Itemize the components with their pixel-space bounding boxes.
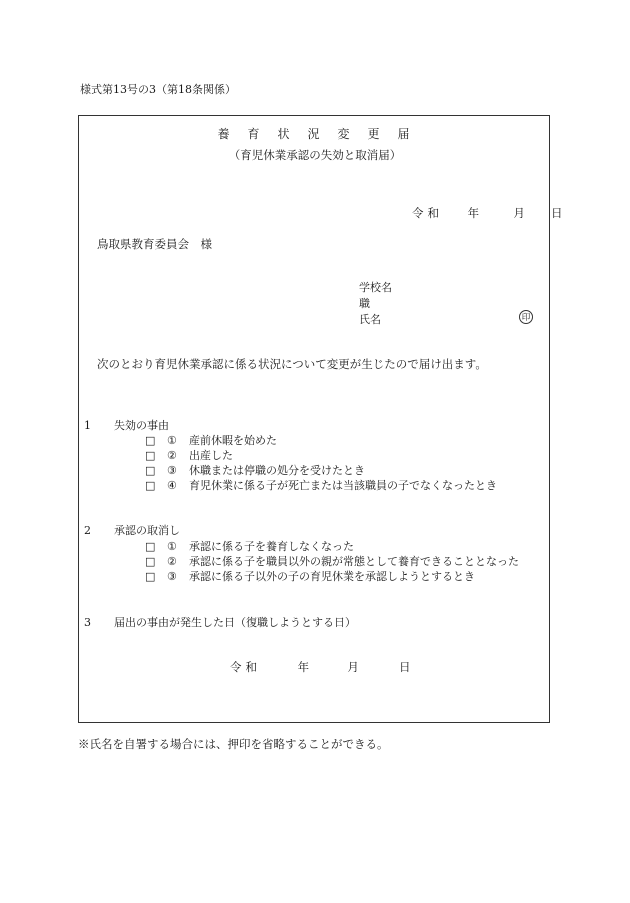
- date-era: 令和: [412, 206, 443, 220]
- option-mark: ②: [167, 555, 177, 568]
- name-label: 氏名: [359, 313, 381, 326]
- section-1-option-4[interactable]: [145, 477, 497, 493]
- option-text: 出産した: [189, 449, 233, 462]
- option-mark: ③: [167, 570, 177, 583]
- checkbox[interactable]: □: [145, 555, 156, 568]
- date-year: 年: [467, 206, 480, 220]
- section-2-option-3[interactable]: [145, 568, 475, 584]
- date-era: 令和: [230, 660, 261, 674]
- section-1-option-2[interactable]: [145, 447, 233, 463]
- section-title: 承認の取消し: [114, 524, 180, 537]
- school-name-label: 学校名: [359, 281, 392, 294]
- option-text: 承認に係る子を養育しなくなった: [189, 540, 354, 553]
- section-1-option-1[interactable]: [145, 432, 277, 448]
- date-day: 日: [398, 660, 411, 674]
- addressee: 鳥取県教育委員会 様: [97, 237, 212, 251]
- option-mark: ②: [167, 449, 177, 462]
- section-number: 2: [84, 524, 91, 537]
- checkbox[interactable]: □: [145, 449, 156, 462]
- date-month: 月: [347, 660, 359, 674]
- section-2-heading: [84, 522, 180, 538]
- option-mark: ①: [167, 540, 177, 553]
- position-label: 職: [359, 297, 370, 310]
- section-3-heading: [84, 614, 356, 630]
- option-text: 産前休暇を始めた: [189, 434, 277, 447]
- footnote: ※氏名を自署する場合には、押印を省略することができる。: [78, 737, 389, 751]
- checkbox[interactable]: □: [145, 540, 156, 553]
- applicant-fields: [359, 280, 392, 328]
- submission-date: [412, 205, 562, 221]
- section-1-option-3[interactable]: [145, 462, 365, 478]
- checkbox[interactable]: □: [145, 464, 156, 477]
- option-text: 承認に係る子以外の子の育児休業を承認しようとするとき: [189, 570, 475, 583]
- option-text: 育児休業に係る子が死亡または当該職員の子でなくなったとき: [189, 479, 497, 492]
- option-text: 休職または停職の処分を受けたとき: [189, 464, 365, 477]
- section-2-option-2[interactable]: [145, 553, 519, 569]
- section-number: 3: [84, 616, 91, 629]
- section-title: 失効の事由: [114, 419, 169, 432]
- occurrence-date: [230, 659, 410, 675]
- section-2-option-1[interactable]: [145, 538, 354, 554]
- option-mark: ④: [167, 479, 177, 492]
- option-mark: ③: [167, 464, 177, 477]
- checkbox[interactable]: □: [145, 570, 156, 583]
- intro-statement: 次のとおり育児休業承認に係る状況について変更が生じたので届け出ます。: [97, 357, 487, 371]
- date-year: 年: [297, 660, 310, 674]
- section-title: 届出の事由が発生した日（復職しようとする日）: [114, 616, 356, 629]
- form-number: 様式第13号の3（第18条関係）: [80, 83, 236, 96]
- date-month: 月: [513, 206, 525, 220]
- checkbox[interactable]: □: [145, 479, 156, 492]
- section-number: 1: [84, 419, 91, 432]
- form-subtitle: （育児休業承認の失効と取消届）: [228, 148, 402, 162]
- seal-mark: 印: [519, 310, 533, 324]
- section-1-heading: [84, 417, 169, 433]
- date-day: 日: [550, 206, 563, 220]
- option-mark: ①: [167, 434, 177, 447]
- option-text: 承認に係る子を職員以外の親が常態として養育できることとなった: [189, 555, 519, 568]
- checkbox[interactable]: □: [145, 434, 156, 447]
- form-title: 養 育 状 況 変 更 届: [217, 127, 413, 141]
